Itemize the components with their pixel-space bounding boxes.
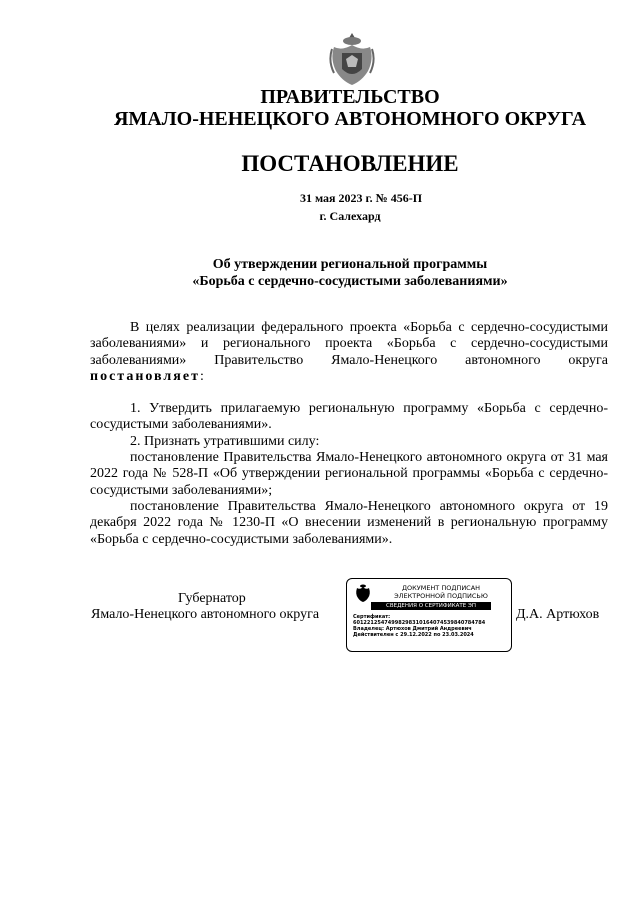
government-name-line1: ПРАВИТЕЛЬСТВО — [260, 86, 440, 108]
resolves-word: постановляет — [90, 368, 200, 384]
date-and-number: 31 мая 2023 г. № 456-П — [299, 191, 423, 205]
signatory-title-line2: Ямало-Ненецкого автономного округа — [91, 607, 320, 622]
government-name-line2: ЯМАЛО-НЕНЕЦКОГО АВТОНОМНОГО ОКРУГА — [113, 108, 587, 130]
electronic-signature-stamp — [346, 578, 512, 652]
intro-text: В целях реализации федерального проекта «Борьба с сердечно-сосудистыми заболеваниями» и регионального проекта «Борьба с сердечно-сосудистыми заболеваниями» Правительство Ямало-Ненецкого автономного округа — [90, 320, 608, 368]
intro-end: : — [199, 368, 204, 384]
item-2a: постановление Правительства Ямало-Ненецкого автономного округа от 31 мая 2022 года № 528-П «Об утверждении региональной программы «Борьба с сердечно-сосудистыми заболеваниями»; — [90, 450, 608, 498]
stamp-heading-line1: ДОКУМЕНТ ПОДПИСАН — [401, 584, 481, 592]
stamp-owner: Владелец: Артюхов Дмитрий Андреевич — [353, 626, 472, 632]
item-2: 2. Признать утратившими силу: — [130, 433, 320, 449]
intro-paragraph — [90, 320, 608, 385]
coat-of-arms-icon — [328, 31, 376, 87]
stamp-cert-value: 6012212547499829831016407453984078478​4 — [353, 620, 486, 626]
stamp-heading-line2: ЭЛЕКТРОННОЙ ПОДПИСЬЮ — [394, 592, 488, 600]
subject-line1: Об утверждении региональной программы — [212, 257, 488, 272]
document-body — [90, 320, 608, 548]
stamp-validity: Действителен с 29.12.2022 по 23.03.2024 — [353, 632, 474, 638]
coat-of-arms-icon — [355, 583, 371, 603]
signatory-title-line1: Губернатор — [178, 591, 246, 606]
stamp-cert-bar: СВЕДЕНИЯ О СЕРТИФИКАТЕ ЭП — [371, 602, 491, 610]
signatory-name: Д.А. Артюхов — [516, 607, 600, 622]
subject-line2: «Борьба с сердечно-сосудистыми заболеваниями» — [192, 274, 508, 289]
item-1: 1. Утвердить прилагаемую региональную программу «Борьба с сердечно-сосудистыми заболеваниями». — [90, 401, 608, 433]
document-type: ПОСТАНОВЛЕНИЕ — [241, 151, 459, 176]
stamp-cert-label: Сертификат: — [353, 614, 391, 620]
item-2b: постановление Правительства Ямало-Ненецкого автономного округа от 19 декабря 2022 года № 1230-П «О внесении изменений в региональную программу «Борьба с сердечно-сосудистыми заболеваниями». — [90, 498, 608, 547]
city: г. Салехард — [319, 209, 381, 223]
